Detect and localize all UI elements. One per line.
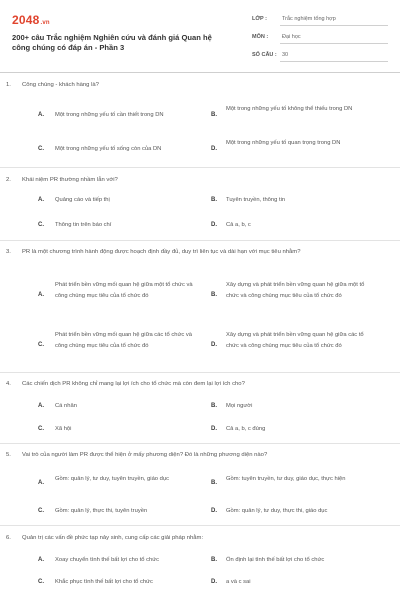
site-logo[interactable] (12, 13, 50, 27)
question-prompt: Vai trò của người làm PR được thể hiện ở mấy phương diện? Đó là những phương diện nào? (22, 452, 268, 458)
option-label: C. (38, 222, 44, 228)
option-text[interactable]: Một trong những yếu tố quan trọng trong DN (226, 140, 341, 146)
option-text[interactable]: Tuyên truyền, thông tin (226, 197, 286, 203)
option-text[interactable]: Cả a, b, c (226, 222, 251, 228)
document-header (0, 0, 400, 72)
option-label: C. (38, 508, 44, 514)
question-divider (0, 240, 400, 241)
option-text[interactable]: Xây dựng và phát triển bền vững quan hệ giữa một tổ chức và công chúng mục tiêu của tổ chức đó (226, 282, 365, 299)
option-text[interactable]: Phát triển bền vững mối quan hệ giữa một tổ chức và công chúng mục tiêu của tổ chức đó (55, 282, 193, 299)
meta-row-subject (252, 30, 392, 48)
option-label: D. (211, 579, 217, 585)
question-prompt: PR là một chương trình hành động được hoạch định đầy đủ, duy trì liên tục và dài hạn với mục tiêu nhằm? (22, 249, 301, 255)
option-label: A. (38, 197, 44, 203)
question-number: 5. (6, 452, 11, 458)
question-number: 4. (6, 381, 11, 387)
option-text[interactable]: Quảng cáo và tiếp thị (55, 197, 110, 203)
logo-suffix: .vn (40, 20, 50, 26)
question-divider (0, 167, 400, 168)
question-text (6, 450, 372, 461)
option-text[interactable]: a và c sai (226, 579, 251, 585)
option-text[interactable]: Mọi người (226, 403, 253, 409)
meta-value: Đại học (282, 34, 301, 40)
meta-label: SỐ CÂU : (252, 52, 277, 58)
option-label: D. (211, 342, 217, 348)
option-label: B. (211, 403, 217, 409)
option-text[interactable]: Gồm: quản lý, tư duy, thực thi, giáo dục (226, 508, 328, 514)
question-text (6, 247, 372, 258)
header-divider (0, 72, 400, 73)
meta-row-count (252, 48, 392, 66)
option-text[interactable]: Gồm: quản lý, thực thi, tuyên truyền (55, 508, 148, 514)
question-number: 6. (6, 535, 11, 541)
question-number: 1. (6, 82, 11, 88)
question-prompt: Khái niệm PR thường nhầm lẫn với? (22, 177, 118, 183)
option-text[interactable]: Gồm: tuyên truyền, tư duy, giáo dục, thực hiện (226, 476, 346, 482)
question-text (6, 175, 372, 186)
question-divider (0, 372, 400, 373)
option-text[interactable]: Một trong những yếu tố không thể thiếu trong DN (226, 106, 353, 112)
meta-label: MÔN : (252, 34, 269, 40)
option-label: C. (38, 342, 44, 348)
option-text[interactable]: Xây dựng và phát triển bền vững quan hệ giữa các tổ chức và công chúng mục tiêu của tổ chức đó (226, 332, 364, 349)
option-label: A. (38, 557, 44, 563)
option-text[interactable]: Xã hội (55, 426, 72, 432)
question-number: 2. (6, 177, 11, 183)
question-text (6, 80, 372, 91)
meta-underline (280, 43, 388, 44)
option-label: C. (38, 426, 44, 432)
option-label: A. (38, 292, 44, 298)
question-number: 3. (6, 249, 11, 255)
question-prompt: Các chiến dịch PR không chỉ mang lại lợi ích cho tổ chức mà còn đem lại lợi ích cho? (22, 381, 245, 387)
option-text[interactable]: Cá nhân (55, 403, 77, 409)
question-text (6, 533, 372, 544)
option-text[interactable]: Thông tin trên báo chí (55, 222, 112, 228)
option-label: B. (211, 480, 217, 486)
option-label: D. (211, 146, 217, 152)
document-title: 200+ câu Trắc nghiệm Nghiên cứu và đánh giá Quan hệ công chúng có đáp án - Phần 3 (12, 33, 212, 52)
meta-underline (280, 25, 388, 26)
question-divider (0, 443, 400, 444)
question-prompt: Công chúng - khách hàng là? (22, 82, 99, 88)
option-text[interactable]: Một trong những yếu tố cần thiết trong DN (55, 112, 164, 118)
meta-label: LỚP : (252, 16, 267, 22)
option-label: D. (211, 426, 217, 432)
option-label: A. (38, 480, 44, 486)
meta-value: Trắc nghiệm tổng hợp (282, 16, 336, 22)
option-text[interactable]: Gồm: quản lý, tư duy, tuyên truyền, giáo dục (55, 476, 169, 482)
meta-underline (280, 61, 388, 62)
document-meta (252, 12, 392, 66)
option-label: A. (38, 403, 44, 409)
option-label: C. (38, 146, 44, 152)
option-label: B. (211, 292, 217, 298)
question-prompt: Quản trị các vấn đề phức tạp nảy sinh, cung cấp các giải pháp nhằm: (22, 535, 204, 541)
meta-value: 30 (282, 52, 289, 58)
option-text[interactable]: Xoay chuyển tình thế bất lợi cho tổ chức (55, 557, 160, 563)
question-divider (0, 525, 400, 526)
question-text (6, 379, 372, 390)
option-label: B. (211, 557, 217, 563)
option-label: A. (38, 112, 44, 118)
option-label: D. (211, 508, 217, 514)
option-text[interactable]: Khắc phục tình thế bất lợi cho tổ chức (55, 579, 153, 585)
option-label: B. (211, 197, 217, 203)
logo-text: 2048 (12, 13, 40, 27)
meta-row-class (252, 12, 392, 30)
option-text[interactable]: Một trong những yếu tố sống còn của DN (55, 146, 162, 152)
option-label: C. (38, 579, 44, 585)
option-text[interactable]: Phát triển bền vững mối quan hệ giữa các tổ chức và công chúng mục tiêu của tổ chức đó (55, 332, 192, 349)
option-label: D. (211, 222, 217, 228)
option-text[interactable]: Ổn định lại tình thế bất lợi cho tổ chức (226, 557, 325, 563)
option-label: B. (211, 112, 217, 118)
option-text[interactable]: Cả a, b, c đúng (226, 426, 266, 432)
